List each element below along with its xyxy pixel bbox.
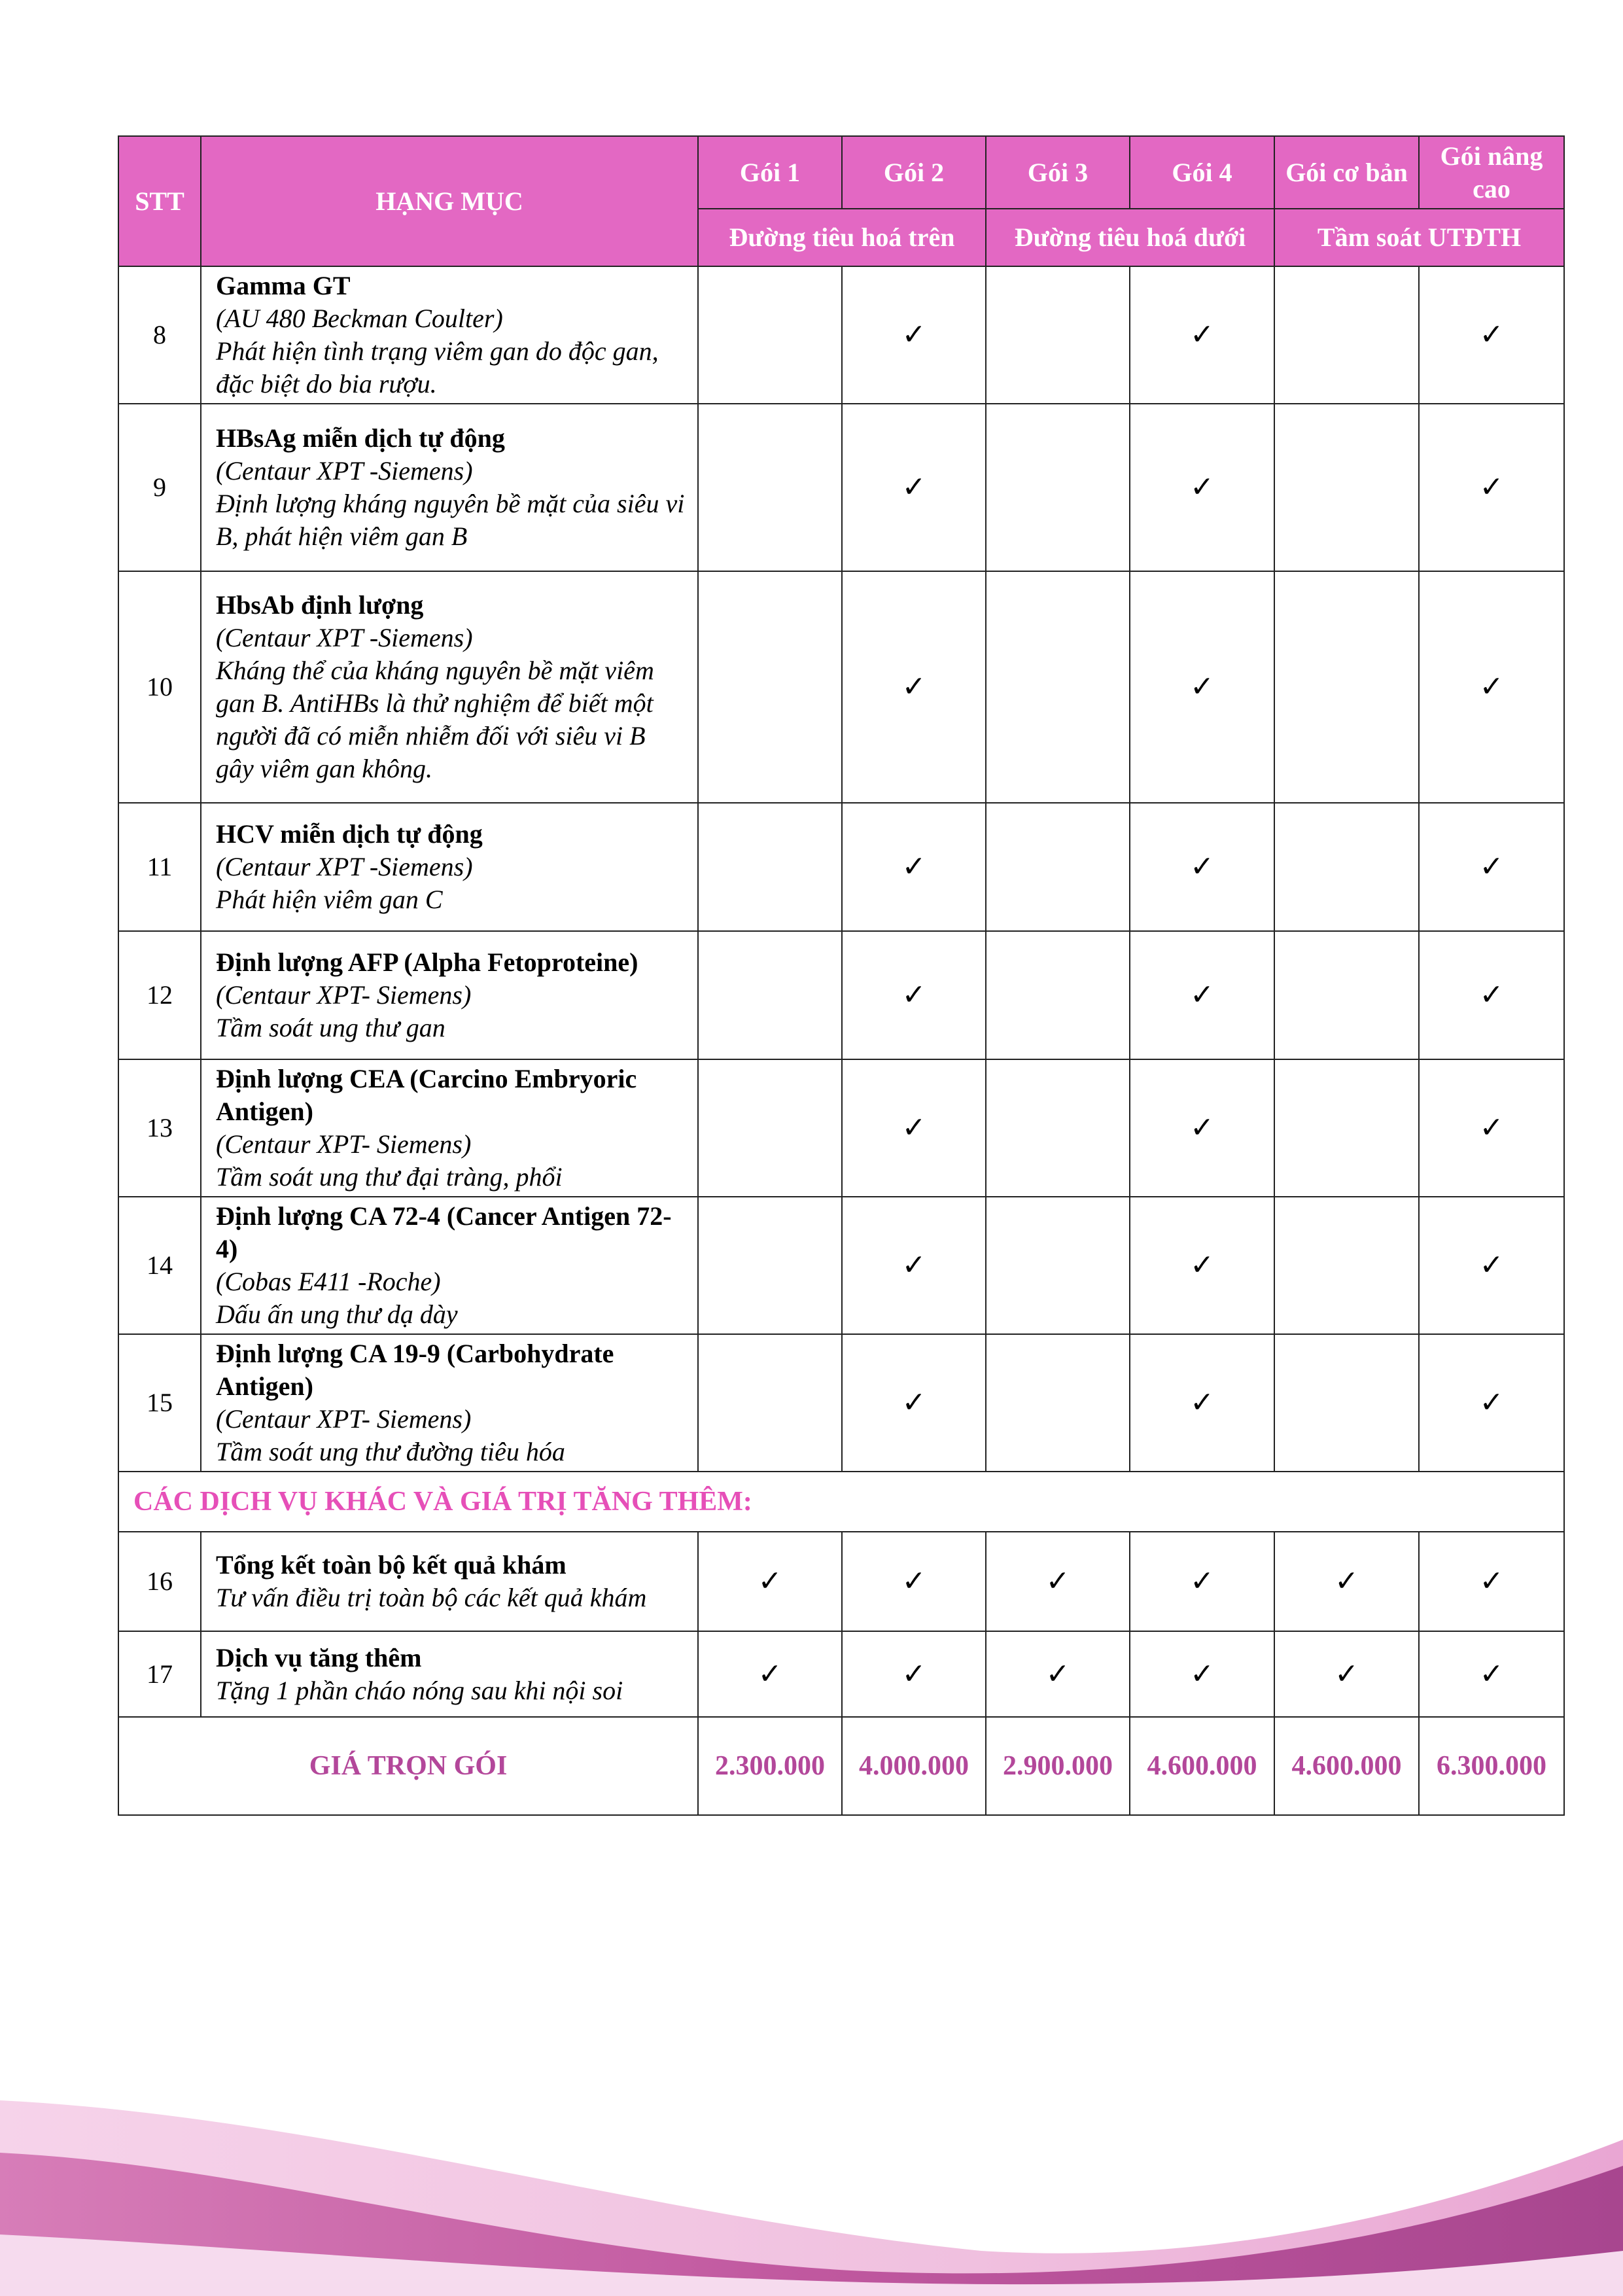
item-description: Phát hiện viêm gan C bbox=[216, 885, 443, 914]
check-icon: ✓ bbox=[901, 1249, 926, 1281]
check-icon: ✓ bbox=[1190, 1657, 1214, 1690]
check-icon: ✓ bbox=[1479, 1249, 1504, 1281]
check-icon: ✓ bbox=[901, 471, 926, 503]
package-check-cell bbox=[1274, 571, 1419, 803]
header-package-advanced: Gói nâng cao bbox=[1419, 136, 1564, 209]
package-check-cell bbox=[1130, 571, 1274, 803]
price-row bbox=[118, 1717, 1564, 1815]
package-check-cell bbox=[1130, 1059, 1274, 1197]
check-icon: ✓ bbox=[1479, 471, 1504, 503]
row-number: 9 bbox=[118, 404, 201, 571]
package-check-cell bbox=[842, 1532, 986, 1631]
package-comparison-table bbox=[118, 135, 1565, 1816]
check-icon: ✓ bbox=[1190, 471, 1214, 503]
package-check-cell bbox=[1274, 404, 1419, 571]
row-number: 8 bbox=[118, 266, 201, 404]
row-item bbox=[201, 266, 698, 404]
row-item bbox=[201, 1532, 698, 1631]
table-row bbox=[118, 1334, 1564, 1472]
table-body bbox=[118, 266, 1564, 1815]
item-name: HbsAb định lượng bbox=[216, 590, 424, 620]
package-check-cell bbox=[1419, 1532, 1564, 1631]
package-check-cell bbox=[1130, 1334, 1274, 1472]
row-number: 12 bbox=[118, 931, 201, 1059]
check-icon: ✓ bbox=[901, 671, 926, 703]
package-check-cell bbox=[1419, 404, 1564, 571]
package-check-cell bbox=[1274, 931, 1419, 1059]
header-package-basic: Gói cơ bản bbox=[1274, 136, 1419, 209]
check-icon: ✓ bbox=[1190, 1386, 1214, 1419]
package-check-cell bbox=[1274, 1197, 1419, 1334]
package-check-cell bbox=[1130, 1532, 1274, 1631]
check-icon: ✓ bbox=[1479, 1112, 1504, 1144]
check-icon: ✓ bbox=[901, 1112, 926, 1144]
package-check-cell bbox=[698, 1334, 842, 1472]
check-icon: ✓ bbox=[901, 1386, 926, 1419]
check-icon: ✓ bbox=[1335, 1657, 1359, 1690]
item-description: Tặng 1 phần cháo nóng sau khi nội soi bbox=[216, 1675, 623, 1705]
package-check-cell bbox=[1419, 1059, 1564, 1197]
check-icon: ✓ bbox=[1045, 1565, 1070, 1597]
row-number: 15 bbox=[118, 1334, 201, 1472]
item-description: Tầm soát ung thư gan bbox=[216, 1013, 445, 1042]
item-name: Dịch vụ tăng thêm bbox=[216, 1642, 422, 1672]
package-check-cell bbox=[1419, 571, 1564, 803]
package-check-cell bbox=[698, 571, 842, 803]
package-check-cell bbox=[986, 1631, 1130, 1717]
item-device: (Centaur XPT -Siemens) bbox=[216, 456, 473, 486]
row-number: 16 bbox=[118, 1532, 201, 1631]
header-package-3: Gói 3 bbox=[986, 136, 1130, 209]
header-group-upper: Đường tiêu hoá trên bbox=[698, 209, 986, 266]
package-check-cell bbox=[698, 1532, 842, 1631]
item-name: Định lượng CEA (Carcino Embryoric Antigen) bbox=[216, 1064, 637, 1126]
package-check-cell bbox=[986, 404, 1130, 571]
item-description: Tầm soát ung thư đường tiêu hóa bbox=[216, 1437, 565, 1466]
header-item: HẠNG MỤC bbox=[201, 136, 698, 266]
item-description: Định lượng kháng nguyên bề mặt của siêu vi B, phát hiện viêm gan B bbox=[216, 489, 685, 551]
check-icon: ✓ bbox=[1190, 1249, 1214, 1281]
package-check-cell bbox=[1130, 931, 1274, 1059]
check-icon: ✓ bbox=[1479, 671, 1504, 703]
table-row bbox=[118, 931, 1564, 1059]
check-icon: ✓ bbox=[1190, 1112, 1214, 1144]
check-icon: ✓ bbox=[1479, 979, 1504, 1011]
row-number: 13 bbox=[118, 1059, 201, 1197]
check-icon: ✓ bbox=[1479, 851, 1504, 883]
package-check-cell bbox=[1130, 266, 1274, 404]
package-check-cell bbox=[1419, 266, 1564, 404]
check-icon: ✓ bbox=[1479, 319, 1504, 351]
item-name: Định lượng CA 19-9 (Carbohydrate Antigen) bbox=[216, 1339, 614, 1401]
row-item bbox=[201, 803, 698, 931]
row-item bbox=[201, 1334, 698, 1472]
header-stt: STT bbox=[118, 136, 201, 266]
table-row bbox=[118, 266, 1564, 404]
package-check-cell bbox=[1274, 1532, 1419, 1631]
package-check-cell bbox=[1419, 803, 1564, 931]
row-item bbox=[201, 404, 698, 571]
item-description: Tư vấn điều trị toàn bộ các kết quả khám bbox=[216, 1583, 647, 1612]
package-check-cell bbox=[1419, 1197, 1564, 1334]
package-check-cell bbox=[1274, 803, 1419, 931]
table-row bbox=[118, 1197, 1564, 1334]
row-number: 17 bbox=[118, 1631, 201, 1717]
package-check-cell bbox=[698, 1197, 842, 1334]
package-check-cell bbox=[698, 1059, 842, 1197]
row-number: 11 bbox=[118, 803, 201, 931]
check-icon: ✓ bbox=[1479, 1386, 1504, 1419]
price-value: 4.000.000 bbox=[842, 1717, 986, 1815]
package-check-cell bbox=[986, 1197, 1130, 1334]
header-package-2: Gói 2 bbox=[842, 136, 986, 209]
check-icon: ✓ bbox=[901, 851, 926, 883]
item-device: (AU 480 Beckman Coulter) bbox=[216, 304, 503, 333]
check-icon: ✓ bbox=[901, 1657, 926, 1690]
check-icon: ✓ bbox=[1045, 1657, 1070, 1690]
package-check-cell bbox=[698, 266, 842, 404]
price-value: 6.300.000 bbox=[1419, 1717, 1564, 1815]
package-check-cell bbox=[1419, 1631, 1564, 1717]
item-device: (Cobas E411 -Roche) bbox=[216, 1267, 441, 1296]
item-name: HBsAg miễn dịch tự động bbox=[216, 423, 505, 453]
package-check-cell bbox=[842, 803, 986, 931]
package-check-cell bbox=[1130, 1197, 1274, 1334]
header-package-1: Gói 1 bbox=[698, 136, 842, 209]
check-icon: ✓ bbox=[901, 979, 926, 1011]
price-value: 4.600.000 bbox=[1274, 1717, 1419, 1815]
table-row bbox=[118, 1532, 1564, 1631]
package-check-cell bbox=[1130, 803, 1274, 931]
check-icon: ✓ bbox=[1190, 851, 1214, 883]
package-check-cell bbox=[986, 803, 1130, 931]
package-check-cell bbox=[986, 1532, 1130, 1631]
package-check-cell bbox=[842, 404, 986, 571]
check-icon: ✓ bbox=[901, 319, 926, 351]
package-check-cell bbox=[842, 1631, 986, 1717]
item-description: Dấu ấn ung thư dạ dày bbox=[216, 1299, 458, 1329]
row-item bbox=[201, 571, 698, 803]
item-device: (Centaur XPT- Siemens) bbox=[216, 1129, 472, 1159]
package-check-cell bbox=[842, 1334, 986, 1472]
check-icon: ✓ bbox=[1190, 319, 1214, 351]
check-icon: ✓ bbox=[1335, 1565, 1359, 1597]
table-row bbox=[118, 404, 1564, 571]
table-row bbox=[118, 1631, 1564, 1717]
check-icon: ✓ bbox=[1190, 671, 1214, 703]
item-device: (Centaur XPT -Siemens) bbox=[216, 852, 473, 881]
row-item bbox=[201, 931, 698, 1059]
item-name: Định lượng CA 72-4 (Cancer Antigen 72-4) bbox=[216, 1201, 672, 1263]
package-check-cell bbox=[986, 1334, 1130, 1472]
package-check-cell bbox=[842, 266, 986, 404]
row-number: 10 bbox=[118, 571, 201, 803]
package-check-cell bbox=[698, 931, 842, 1059]
price-label: GIÁ TRỌN GÓI bbox=[118, 1717, 698, 1815]
package-check-cell bbox=[842, 931, 986, 1059]
package-check-cell bbox=[1274, 1059, 1419, 1197]
table-row bbox=[118, 803, 1564, 931]
row-number: 14 bbox=[118, 1197, 201, 1334]
package-check-cell bbox=[1419, 1334, 1564, 1472]
section-row bbox=[118, 1472, 1564, 1532]
package-check-cell bbox=[1419, 931, 1564, 1059]
check-icon: ✓ bbox=[1190, 1565, 1214, 1597]
price-value: 2.900.000 bbox=[986, 1717, 1130, 1815]
header-group-lower: Đường tiêu hoá dưới bbox=[986, 209, 1274, 266]
check-icon: ✓ bbox=[758, 1657, 782, 1690]
package-check-cell bbox=[986, 1059, 1130, 1197]
package-check-cell bbox=[698, 1631, 842, 1717]
package-check-cell bbox=[842, 571, 986, 803]
item-description: Phát hiện tình trạng viêm gan do độc gan, đặc biệt do bia rượu. bbox=[216, 336, 659, 398]
item-name: HCV miễn dịch tự động bbox=[216, 819, 483, 849]
row-item bbox=[201, 1197, 698, 1334]
table-row bbox=[118, 571, 1564, 803]
header-group-screening: Tầm soát UTĐTH bbox=[1274, 209, 1564, 266]
package-check-cell bbox=[986, 266, 1130, 404]
section-title: CÁC DỊCH VỤ KHÁC VÀ GIÁ TRỊ TĂNG THÊM: bbox=[118, 1472, 1564, 1532]
item-name: Gamma GT bbox=[216, 271, 351, 300]
package-check-cell bbox=[986, 931, 1130, 1059]
package-check-cell bbox=[1130, 1631, 1274, 1717]
check-icon: ✓ bbox=[1479, 1565, 1504, 1597]
decorative-wave bbox=[0, 2055, 1623, 2296]
package-check-cell bbox=[698, 803, 842, 931]
row-item bbox=[201, 1059, 698, 1197]
price-value: 2.300.000 bbox=[698, 1717, 842, 1815]
package-check-cell bbox=[842, 1059, 986, 1197]
check-icon: ✓ bbox=[758, 1565, 782, 1597]
item-device: (Centaur XPT -Siemens) bbox=[216, 623, 473, 652]
check-icon: ✓ bbox=[1190, 979, 1214, 1011]
item-description: Kháng thể của kháng nguyên bề mặt viêm gan B. AntiHBs là thử nghiệm để biết một người đã có miễn nhiễm đối với siêu vi B gây viêm gan không. bbox=[216, 656, 654, 783]
package-check-cell bbox=[698, 404, 842, 571]
item-name: Tổng kết toàn bộ kết quả khám bbox=[216, 1550, 567, 1580]
item-device: (Centaur XPT- Siemens) bbox=[216, 980, 472, 1010]
package-check-cell bbox=[1274, 1631, 1419, 1717]
check-icon: ✓ bbox=[901, 1565, 926, 1597]
check-icon: ✓ bbox=[1479, 1657, 1504, 1690]
package-check-cell bbox=[842, 1197, 986, 1334]
header-package-4: Gói 4 bbox=[1130, 136, 1274, 209]
item-name: Định lượng AFP (Alpha Fetoproteine) bbox=[216, 947, 638, 977]
package-check-cell bbox=[1274, 1334, 1419, 1472]
item-description: Tầm soát ung thư đại tràng, phổi bbox=[216, 1162, 563, 1192]
table-row bbox=[118, 1059, 1564, 1197]
price-value: 4.600.000 bbox=[1130, 1717, 1274, 1815]
package-check-cell bbox=[986, 571, 1130, 803]
package-check-cell bbox=[1130, 404, 1274, 571]
row-item bbox=[201, 1631, 698, 1717]
package-check-cell bbox=[1274, 266, 1419, 404]
item-device: (Centaur XPT- Siemens) bbox=[216, 1404, 472, 1434]
